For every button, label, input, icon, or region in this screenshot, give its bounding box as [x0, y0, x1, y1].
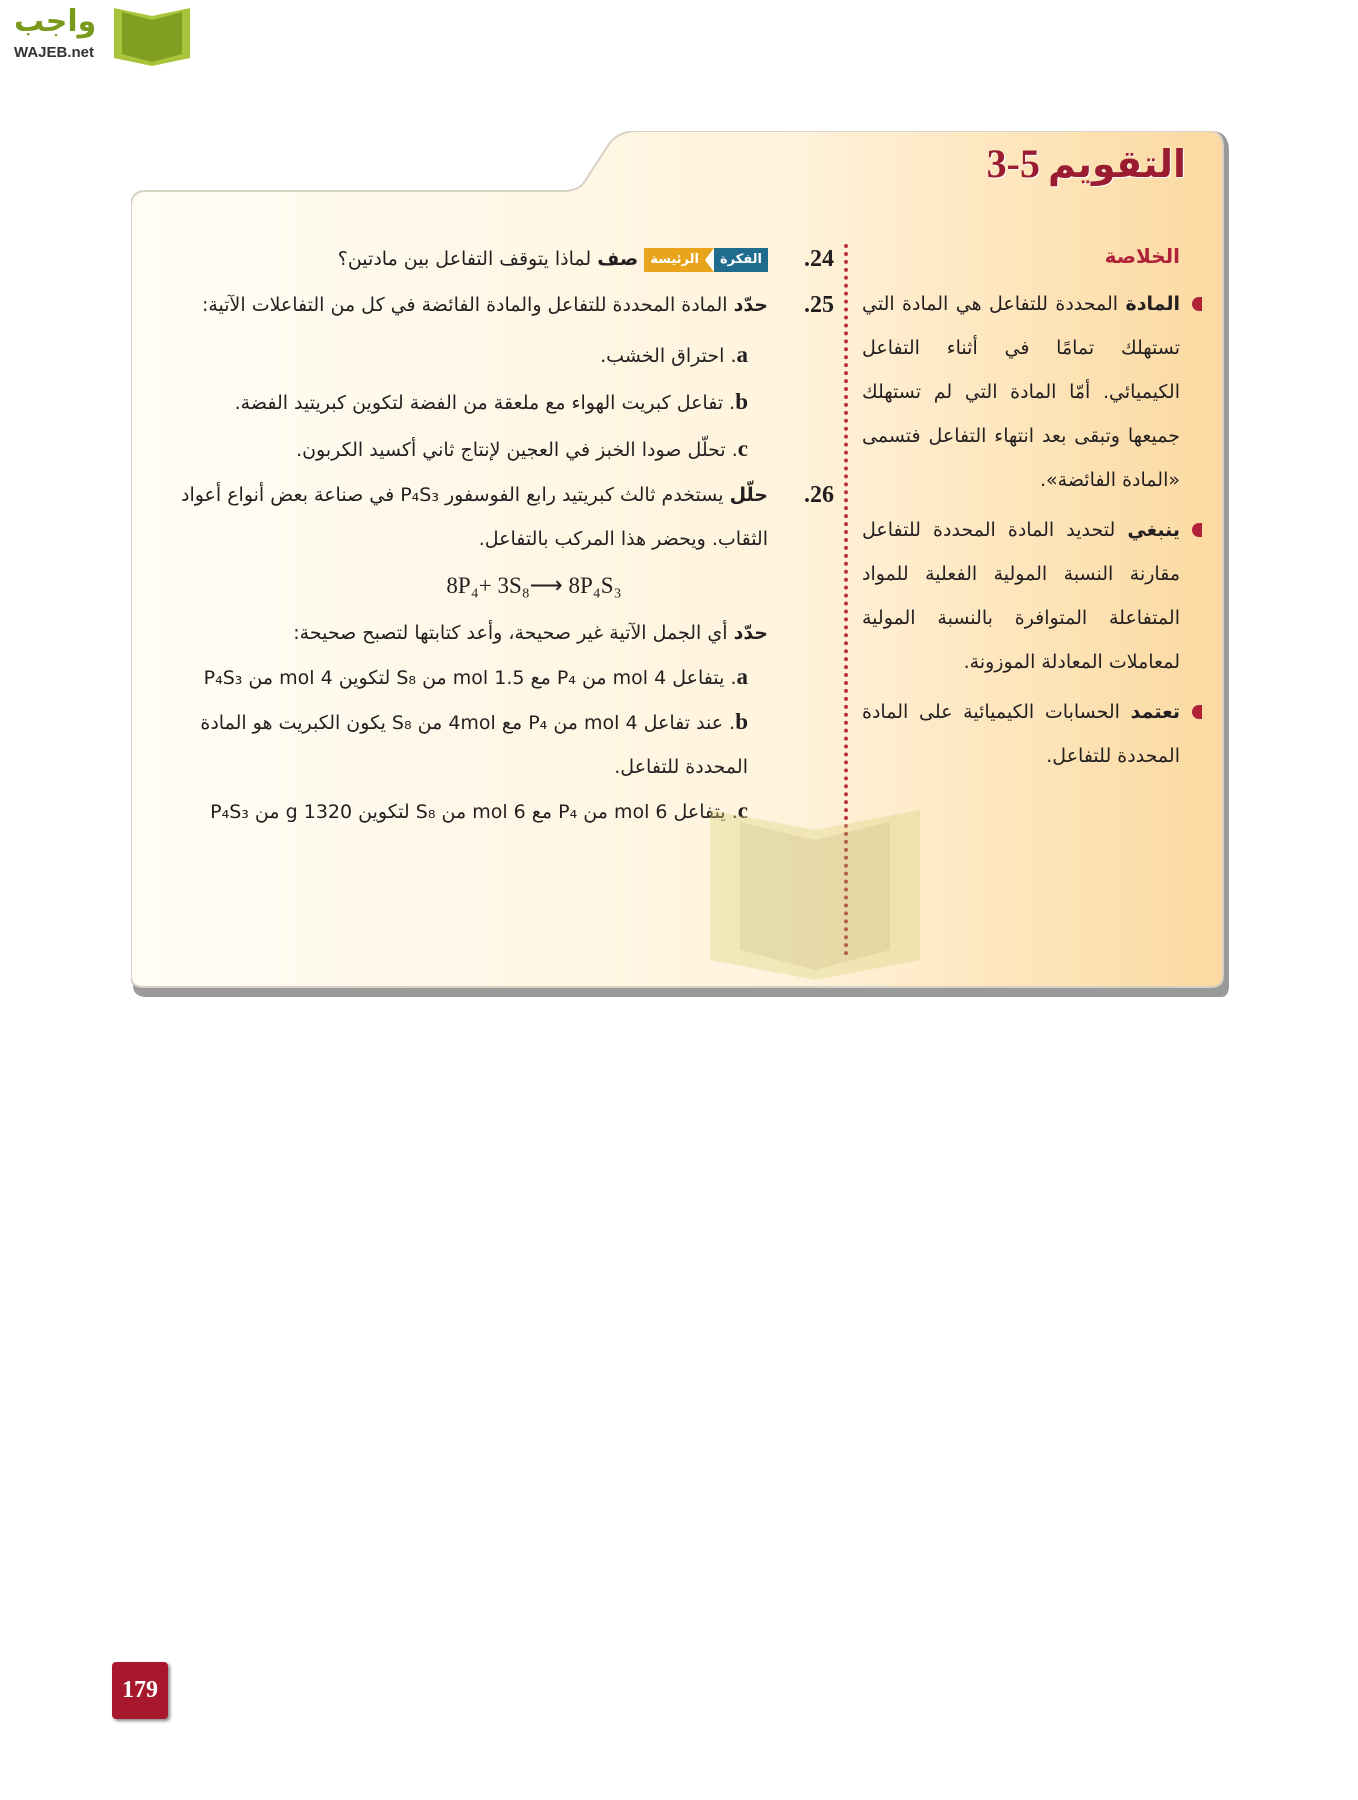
part-b [150, 700, 768, 789]
part-label: c [737, 798, 748, 823]
question-24 [150, 236, 840, 282]
bullet-icon [1192, 705, 1202, 719]
question-verb: صف [597, 248, 639, 270]
summary-item [862, 508, 1180, 684]
section-title-text: التقويم [1047, 142, 1186, 186]
question-number: 25. [804, 292, 834, 318]
badge-sub-text: الرئيسة [644, 248, 705, 272]
section-number: 5-3 [986, 141, 1040, 186]
part-b [150, 379, 768, 426]
part-text: . تفاعل كبريت الهواء مع ملعقة من الفضة لتكوين كبريتيد الفضة. [234, 392, 736, 414]
part-label: c [737, 436, 748, 461]
part-text: . تحلّل صودا الخبز في العجين لإنتاج ثاني أكسيد الكربون. [296, 439, 738, 461]
question-number: 26. [804, 482, 834, 508]
question-text: يستخدم ثالث كبريتيد رابع الفوسفور P₄S₃ في صناعة بعض أنواع أعواد الثقاب. ويحضر هذا المركب بالتفاعل. [181, 484, 768, 550]
chevron-icon [705, 248, 714, 272]
part-c [150, 789, 768, 834]
chemical-equation: 8P₄+ 3S₈⟶ 8P₄S₃ [446, 573, 622, 598]
question-25 [150, 282, 840, 473]
part-label: a [736, 342, 748, 367]
summary-panel [862, 238, 1180, 784]
part-label: b [735, 389, 748, 414]
question-verb: حدّد [733, 294, 768, 316]
bullet-icon [1192, 297, 1202, 311]
summary-keyword: المادة [1125, 293, 1180, 315]
part-text: . يتفاعل 4 mol من P₄ مع 1.5 mol من S₈ لتكوين 4 mol من P₄S₃ [203, 667, 737, 689]
page-number: 179 [112, 1662, 168, 1719]
part-a [150, 655, 768, 700]
instruction [150, 611, 768, 655]
book-icon [108, 6, 196, 66]
summary-keyword: ينبغي [1127, 519, 1180, 541]
summary-text: الحسابات الكيميائية على المادة المحددة للتفاعل. [862, 701, 1180, 767]
question-verb: حلّل [729, 484, 768, 506]
instruction-text: أي الجمل الآتية غير صحيحة، وأعد كتابتها لتصبح صحيحة: [293, 622, 734, 644]
wajeb-logo [8, 4, 193, 66]
summary-item [862, 282, 1180, 502]
bullet-icon [1192, 523, 1202, 537]
section-title [987, 140, 1186, 187]
questions-panel [150, 236, 840, 834]
question-26 [150, 473, 840, 834]
part-a [150, 332, 768, 379]
column-divider [844, 244, 848, 956]
summary-text: المحددة للتفاعل هي المادة التي تستهلك تمامًا في أثناء التفاعل الكيميائي. أمّا المادة التي لم تستهلك جميعها وتبقى بعد انتهاء التفاعل فتسمى «المادة الفائضة». [862, 293, 1180, 491]
instruction-verb: حدّد [733, 622, 768, 644]
logo-arabic-text: واجب [14, 4, 97, 39]
part-text: . احتراق الخشب. [600, 345, 737, 367]
part-text: . عند تفاعل 4 mol من P₄ مع 4mol من S₈ يكون الكبريت هو المادة المحددة للتفاعل. [200, 712, 748, 778]
part-label: a [736, 664, 748, 689]
logo-latin-text: WAJEB.net [14, 44, 95, 61]
part-label: b [735, 709, 748, 734]
summary-keyword: تعتمد [1130, 701, 1180, 723]
part-text: . يتفاعل 6 mol من P₄ مع 6 mol من S₈ لتكوين 1320 g من P₄S₃ [210, 801, 738, 823]
question-text: المادة المحددة للتفاعل والمادة الفائضة في كل من التفاعلات الآتية: [201, 294, 734, 316]
part-c [150, 426, 768, 473]
summary-text: لتحديد المادة المحددة للتفاعل مقارنة النسبة المولية الفعلية للمواد المتفاعلة المتوافرة بالنسبة المولية لمعاملات المعادلة الموزونة. [862, 519, 1180, 673]
summary-item [862, 690, 1180, 778]
summary-heading: الخلاصة [1104, 244, 1180, 268]
main-idea-badge [644, 248, 768, 272]
question-number: 24. [804, 246, 834, 272]
question-text: لماذا يتوقف التفاعل بين مادتين؟ [337, 248, 598, 270]
badge-main-text: الفكرة [714, 248, 768, 272]
